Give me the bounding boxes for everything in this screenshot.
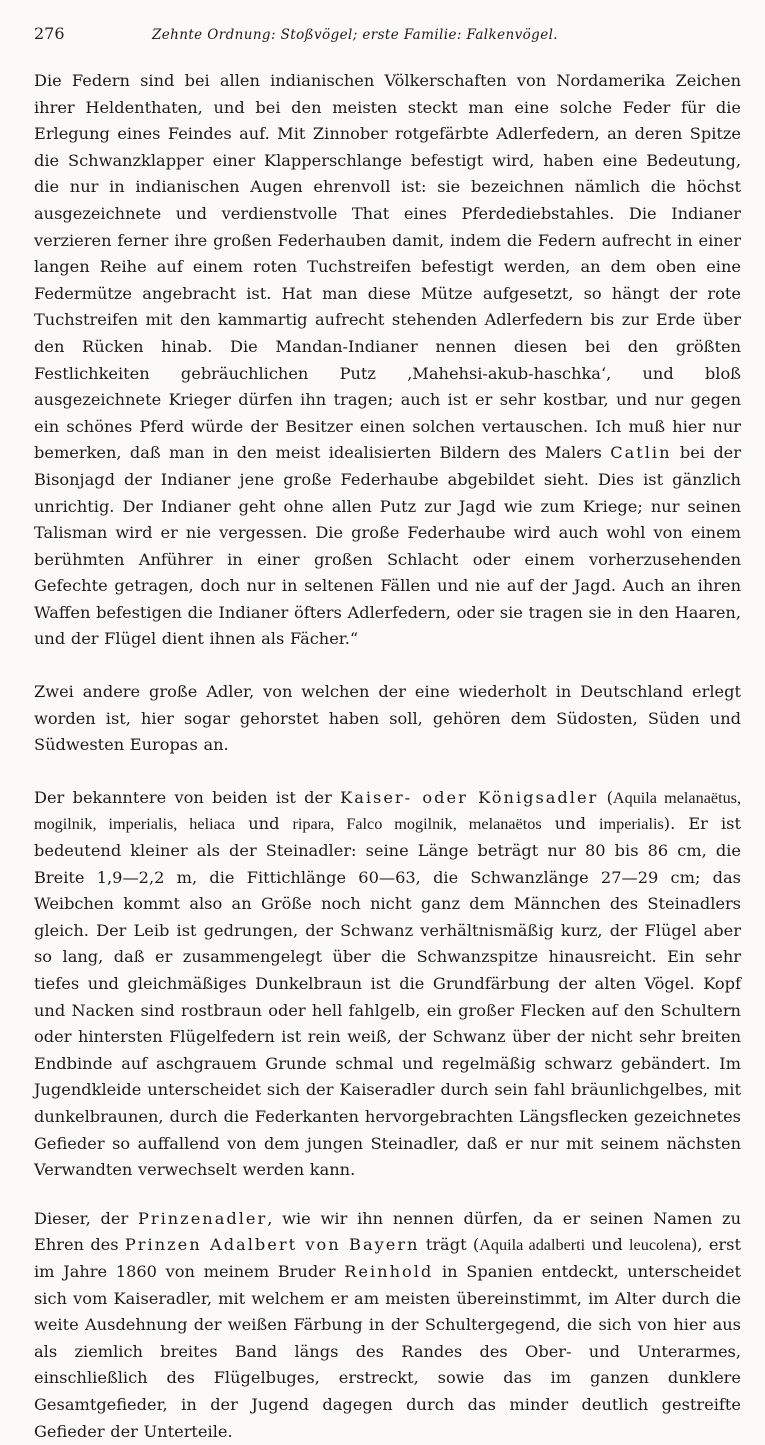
person-name-catlin: Catlin xyxy=(610,443,672,463)
latin-names: leucolena xyxy=(629,1236,692,1255)
person-name-prince: Prinzen Adalbert von Bayern xyxy=(124,1235,420,1255)
text-segment: ( xyxy=(598,787,613,807)
text-segment: Der bekanntere von beiden ist der xyxy=(34,787,341,807)
running-head: Zehnte Ordnung: Stoßvögel; erste Familie: Falkenvögel. xyxy=(152,27,558,43)
paragraph-gap xyxy=(34,1184,741,1206)
page-body xyxy=(34,68,741,1445)
latin-names: ripara, Falco mogilnik, melanaëtos xyxy=(292,815,542,834)
paragraph-imperial-eagle xyxy=(34,785,741,1184)
text-segment: trägt ( xyxy=(419,1235,480,1255)
person-name-reinhold: Reinhold xyxy=(344,1261,434,1281)
text-segment: ), erst im Jahre 1860 von meinem Bruder xyxy=(34,1235,741,1281)
paragraph-two-eagles xyxy=(34,679,741,759)
text-segment: Die Federn sind bei allen indianischen Völkerschaften von Nordamerika Zeichen ihrer Heldenthaten, und bei den meisten steckt man eine solche Feder für die Erlegung eines Feindes auf. Mit Zinnober rotgefärbte Adlerfedern, an deren Spitze die Schwanzklapper einer Klapperschlange befestigt wird, haben eine Bedeutung, die nur in indianischen Augen ehrenvoll ist: sie bezeichnen nämlich die höchst ausgezeichnete und verdienstvolle That eines Pferdediebstahles. Die Indianer verzieren ferner ihre großen Federhauben damit, indem die Federn aufrecht in einer langen Reihe auf einem roten Tuchstreifen befestigt werden, an dem oben eine Federmütze angebracht ist. Hat man diese Mütze aufgesetzt, so hängt der rote Tuchstreifen mit den kammartig aufrecht stehenden Adlerfedern bis zur Erde über den Rücken hinab. Die Mandan-Indianer nennen diesen bei den größten Festlichkeiten gebräuchlichen Putz ‚Mahehsi-akub-haschka‘, und bloß ausgezeichnete Krieger dürfen ihn tragen; auch ist er sehr kostbar, und nur gegen ein schönes Pferd würde der Besitzer einen solchen vertauschen. Ich muß hier nur bemerken, daß man in den meist idealisierten Bildern des Malers xyxy=(34,71,741,463)
text-segment: und xyxy=(235,814,293,834)
paragraph-indian-feathers xyxy=(34,68,741,653)
latin-names: Aquila melanaëtus, mogilnik, imperialis, heliaca xyxy=(34,788,742,834)
page-number: 276 xyxy=(34,24,65,43)
paragraph-gap xyxy=(34,759,741,785)
species-name: Prinzenadler xyxy=(137,1208,268,1228)
text-segment: bei der Bisonjagd der Indianer jene große Federhaube abgebildet sieht. Dies ist gänzlich unrichtig. Der Indianer geht ohne allen Putz zur Jagd wie zum Kriege; nur seinen Talisman wird er nie vergessen. Die große Federhaube wird auch wohl von einem berühmten Anführer in einer großen Schlacht oder einem vorherzusehenden Gefechte getragen, doch nur in seltenen Fällen und nie auf der Jagd. Auch an ihren Waffen befestigen die Indianer öfters Adlerfedern, oder sie tragen sie in den Haaren, und der Flügel dient ihnen als Fächer.“ xyxy=(34,443,741,649)
text-segment: und xyxy=(585,1235,630,1255)
text-segment: ). Er ist bedeutend kleiner als der Steinadler: seine Länge beträgt nur 80 bis 86 cm, die Breite 1,9—2,2 m, die Fittichlänge 60—63, die Schwanzlänge 27—29 cm; das Weibchen kommt also an Größe noch nicht ganz dem Männchen des Steinadlers gleich. Der Leib ist gedrungen, der Schwanz verhältnismäßig kurz, der Flügel aber so lang, daß er zusammengelegt über die Schwanzspitze hinausreicht. Ein sehr tiefes und gleichmäßiges Dunkelbraun ist die Grundfärbung der alten Vögel. Kopf und Nacken sind rostbraun oder hell fahlgelb, ein großer Flecken auf den Schultern oder hintersten Flügelfedern ist rein weiß, der Schwanz über der nicht sehr breiten Endbinde auf aschgrauem Grunde schmal und regelmäßig schwarz gebändert. Im Jugendkleide unterscheidet sich der Kaiseradler durch sein fahl bräunlichgelbes, mit dunkelbraunen, durch die Federkanten hervorgebrachten Längsflecken gezeichnetes Gefieder so auffallend von dem jungen Steinadler, daß er nur mit seinem nächsten Verwandten verwechselt werden kann. xyxy=(34,814,741,1180)
text-segment: in Spanien entdeckt, unterscheidet sich vom Kaiseradler, mit welchem er am meisten übereinstimmt, im Alter durch die weite Ausdehnung der weißen Färbung in der Schultergegend, die sich von hier aus als ziemlich breites Band längs des Randes des Ober- und Unterarmes, einschließlich des Flügelbuges, erstreckt, sowie das im ganzen dunklere Gesamtgefieder, in der Jugend dagegen durch das minder deutlich gestreifte Gefieder der Unterteile. xyxy=(34,1261,741,1441)
species-name: Kaiser- oder Königsadler xyxy=(340,787,599,807)
latin-names: Aquila adalberti xyxy=(479,1236,586,1255)
text-segment: Dieser, der xyxy=(34,1208,138,1228)
paragraph-prince-eagle xyxy=(34,1206,741,1445)
text-segment: , wie wir ihn nennen dürfen, da er seinen Namen zu Ehren des xyxy=(34,1208,741,1255)
paragraph-gap xyxy=(34,653,741,679)
latin-names: imperialis xyxy=(599,815,664,834)
page-header xyxy=(34,24,741,58)
text-segment: Zwei andere große Adler, von welchen der eine wiederholt in Deutschland erlegt worden ist, hier sogar gehorstet haben soll, gehören dem Südosten, Süden und Südwesten Europas an. xyxy=(34,682,741,755)
text-segment: und xyxy=(541,814,600,834)
